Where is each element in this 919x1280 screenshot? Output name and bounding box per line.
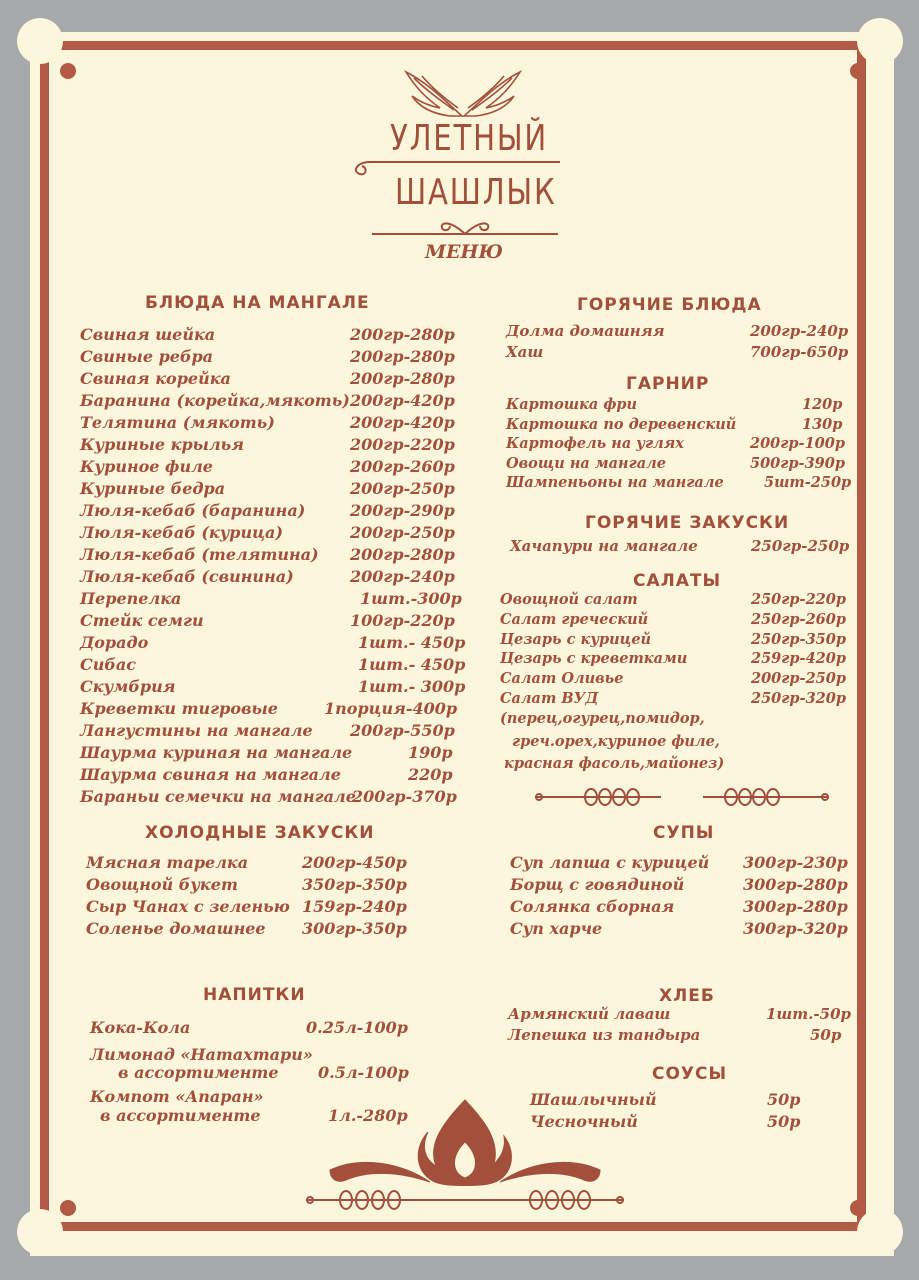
item-price: 300гр-230р	[743, 853, 848, 872]
item-price: 200гр-280р	[350, 325, 455, 344]
item-name: Овощи на мангале	[506, 454, 667, 472]
mangal-list	[80, 325, 466, 809]
menu-item	[86, 875, 416, 897]
item-name: Картофель на углях	[506, 435, 684, 452]
menu-item	[80, 743, 460, 765]
garnish-list	[506, 396, 852, 494]
item-name: Мясная тарелка	[86, 853, 249, 872]
item-name: Дорадо	[80, 633, 149, 652]
item-price: 120р	[802, 396, 843, 413]
item-name: Армянский лаваш	[508, 1005, 671, 1023]
item-name: Свиная шейка	[80, 325, 216, 344]
item-name: Куриное филе	[80, 457, 213, 476]
corner-cutout	[857, 18, 903, 64]
item-name: Цезарь с креветками	[500, 650, 688, 668]
section-title-bread: ХЛЕБ	[659, 986, 715, 1006]
item-name: Свиные ребра	[80, 347, 214, 366]
section-title-garnish: ГАРНИР	[626, 374, 710, 394]
drink-name-line2: в ассортименте	[118, 1063, 279, 1082]
menu-item	[80, 787, 460, 809]
item-price: 5шт-250р	[764, 474, 852, 491]
menu-item	[80, 545, 460, 567]
item-price: 130р	[802, 415, 843, 433]
item-name: Салат греческий	[500, 610, 649, 628]
menu-item	[80, 721, 460, 743]
menu-item	[80, 479, 460, 501]
item-name: Чесночный	[530, 1112, 638, 1131]
menu-item	[80, 347, 460, 369]
item-name: Шаурма куриная на мангале	[80, 743, 353, 762]
item-price: 200гр-550р	[350, 721, 455, 740]
menu-item	[80, 677, 466, 699]
menu-item	[80, 391, 460, 413]
menu-item	[506, 396, 846, 416]
menu-item	[500, 630, 846, 651]
drink-name: Лимонад «Натахтари»	[90, 1045, 313, 1064]
drink-price: 0.25л-100р	[306, 1018, 408, 1037]
item-name: Куриные крылья	[80, 435, 244, 454]
item-name: Солянка сборная	[510, 897, 675, 916]
item-name: Салат Оливье	[500, 670, 624, 688]
drink-name-line2: в ассортименте	[100, 1106, 261, 1125]
item-price: 200гр-240р	[350, 567, 455, 586]
item-price: 200гр-240р	[750, 322, 849, 340]
item-price: 200гр-280р	[350, 545, 455, 564]
item-name: Люля-кебаб (баранина)	[80, 501, 306, 520]
salad-note-line: красная фасоль,майонез)	[504, 754, 725, 772]
drink-name: Компот «Апаран»	[90, 1087, 264, 1106]
item-price: 350гр-350р	[302, 875, 407, 894]
menu-item	[80, 435, 460, 457]
item-name: Скумбрия	[80, 677, 176, 696]
menu-item	[80, 369, 460, 391]
item-name: Долма домашняя	[506, 322, 665, 340]
item-name: Сибас	[80, 655, 137, 674]
wings-logo-icon	[400, 64, 526, 124]
item-name: Шаурма свиная на мангале	[80, 765, 341, 784]
brand-swirl-icon	[344, 150, 564, 180]
cold-list	[86, 853, 416, 941]
drink-price: 0.5л-100р	[318, 1063, 409, 1082]
item-name: Овощной букет	[86, 875, 238, 894]
item-name: Лангустины на мангале	[80, 721, 313, 740]
item-price: 250гр-260р	[751, 610, 846, 628]
item-name: Цезарь с курицей	[500, 630, 652, 648]
item-name: Бараньи семечки на мангале	[80, 787, 356, 806]
menu-item	[506, 416, 846, 436]
item-name: Куриные бедра	[80, 479, 226, 498]
item-price: 500гр-390р	[750, 454, 845, 472]
item-price: 200гр-450р	[302, 853, 407, 872]
item-price: 1шт.-300р	[360, 589, 462, 608]
salad-note-line: (перец,огурец,помидор,	[500, 709, 705, 727]
item-price: 220р	[408, 765, 453, 784]
brand-line1: УЛЕТНЫЙ	[390, 118, 548, 159]
corner-dot	[850, 1200, 866, 1216]
menu-item	[80, 457, 460, 479]
item-price: 700гр-650р	[750, 343, 849, 361]
item-price: 300гр-280р	[743, 875, 848, 894]
menu-item	[80, 633, 466, 655]
soups-list	[510, 853, 850, 941]
item-price: 1шт.- 450р	[358, 655, 466, 674]
menu-item	[80, 325, 460, 347]
item-price: 200гр-250р	[350, 479, 455, 498]
menu-item	[510, 897, 850, 919]
menu-item	[506, 474, 852, 494]
menu-item	[500, 650, 846, 670]
item-price: 200гр-260р	[350, 457, 455, 476]
item-price: 50р	[810, 1026, 842, 1044]
item-price: 50р	[767, 1112, 801, 1131]
item-name: Люля-кебаб (телятина)	[80, 545, 319, 564]
skewer-ornament-icon	[533, 786, 833, 808]
brand-line2: ШАШЛЫК	[395, 172, 557, 213]
corner-cutout	[17, 18, 63, 64]
menu-item	[506, 435, 846, 455]
menu-item	[80, 523, 460, 545]
item-name: Баранина (корейка,мякоть)	[80, 391, 350, 410]
item-name: Люля-кебаб (свинина)	[80, 567, 294, 586]
hot-list	[506, 322, 849, 364]
item-price: 200гр-250р	[350, 523, 455, 542]
item-price: 200гр-420р	[350, 391, 455, 410]
item-name: Суп харче	[510, 919, 603, 938]
item-price: 190р	[408, 743, 453, 762]
item-name: Шампеньоны на мангале	[506, 474, 724, 491]
section-title-hot-snacks: ГОРЯЧИЕ ЗАКУСКИ	[585, 513, 790, 533]
item-name: Люля-кебаб (курица)	[80, 523, 283, 542]
section-title-cold: ХОЛОДНЫЕ ЗАКУСКИ	[145, 823, 375, 843]
section-title-sauces: СОУСЫ	[652, 1064, 728, 1084]
menu-item	[500, 610, 846, 631]
item-price: 200гр-370р	[352, 787, 457, 806]
item-name: Овощной салат	[500, 591, 638, 608]
item-name: Салат ВУД	[500, 689, 599, 707]
menu-word: МЕНЮ	[425, 241, 503, 263]
item-price: 1шт.- 300р	[358, 677, 466, 696]
menu-item	[506, 455, 846, 475]
menu-item	[80, 699, 460, 721]
item-name: Креветки тигровые	[80, 699, 278, 718]
item-price: 1порция-400р	[324, 699, 458, 718]
menu-item	[80, 655, 466, 677]
item-price: 1шт.-50р	[766, 1005, 851, 1023]
item-price: 200гр-280р	[350, 369, 455, 388]
section-title-hot: ГОРЯЧИЕ БЛЮДА	[577, 295, 762, 315]
item-name: Картошка по деревенский	[506, 415, 737, 433]
item-name: Хаш	[506, 343, 544, 361]
item-price: 300гр-280р	[743, 897, 848, 916]
item-name: Борщ с говядиной	[510, 875, 685, 894]
menu-item	[510, 919, 850, 941]
menu-item	[80, 567, 460, 589]
item-name: Картошка фри	[506, 396, 638, 413]
item-name: Шашлычный	[530, 1090, 657, 1109]
item-price: 200гр-280р	[350, 347, 455, 366]
menu-item	[500, 670, 846, 690]
menu-item	[506, 343, 849, 364]
item-name: Суп лапша с курицей	[510, 853, 710, 872]
menu-item	[80, 501, 460, 523]
item-price: 100гр-220р	[350, 611, 455, 630]
menu-item	[500, 689, 846, 710]
menu-item	[80, 765, 460, 787]
item-price: 250гр-320р	[751, 689, 846, 707]
salad-note-line: греч.орех,куриное филе,	[512, 732, 720, 750]
item-price: 259гр-420р	[751, 650, 846, 668]
menu-item	[500, 591, 846, 611]
item-price: 300гр-320р	[743, 919, 848, 938]
item-name: Хачапури на мангале	[510, 537, 698, 555]
section-title-salads: САЛАТЫ	[633, 571, 722, 591]
item-price: 200гр-420р	[350, 413, 455, 432]
menu-item	[506, 322, 849, 343]
item-name: Перепелка	[80, 589, 182, 608]
item-price: 200гр-220р	[350, 435, 455, 454]
corner-dot	[60, 1200, 76, 1216]
item-name: Стейк семги	[80, 611, 204, 630]
flame-ornament-icon	[300, 1096, 630, 1216]
item-name: Телятина (мякоть)	[80, 413, 275, 432]
menu-item	[80, 413, 460, 435]
item-price: 50р	[767, 1090, 801, 1109]
item-price: 1шт.- 450р	[358, 633, 466, 652]
corner-dot	[60, 63, 76, 79]
item-price: 250гр-220р	[751, 591, 846, 608]
item-price: 159гр-240р	[302, 897, 407, 916]
menu-item	[86, 853, 416, 875]
item-price: 200гр-250р	[751, 670, 846, 688]
item-price: 250гр-350р	[751, 630, 846, 648]
item-name: Сыр Чанах с зеленью	[86, 897, 290, 916]
drink-name: Кока-Кола	[90, 1018, 191, 1037]
corner-cutout	[17, 1209, 63, 1255]
salads-list	[500, 591, 846, 777]
menu-item	[80, 589, 460, 611]
menu-item	[86, 919, 416, 941]
section-title-soups: СУПЫ	[653, 823, 715, 843]
item-price: 300гр-350р	[302, 919, 407, 938]
item-price: 200гр-290р	[350, 501, 455, 520]
corner-dot	[850, 63, 866, 79]
menu-item	[80, 611, 460, 633]
item-name: Лепешка из тандыра	[508, 1026, 701, 1044]
menu-item	[86, 897, 416, 919]
section-title-drinks: НАПИТКИ	[203, 985, 306, 1005]
menu-item	[510, 853, 850, 875]
item-price: 250гр-250р	[751, 537, 850, 555]
corner-cutout	[857, 1209, 903, 1255]
section-title-mangal: БЛЮДА НА МАНГАЛЕ	[145, 293, 370, 313]
item-price: 200гр-100р	[750, 435, 845, 452]
item-name: Свиная корейка	[80, 369, 231, 388]
drink-price: 1л.-280р	[328, 1106, 408, 1125]
menu-item	[510, 875, 850, 897]
item-name: Соленье домашнее	[86, 919, 266, 938]
